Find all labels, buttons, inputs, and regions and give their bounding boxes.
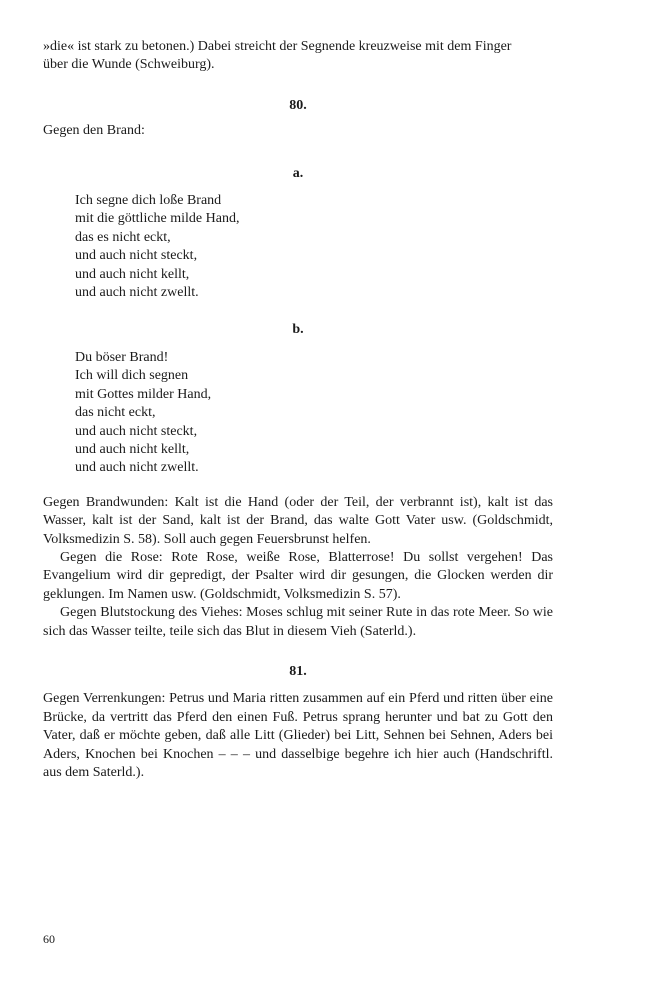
- verse-line: und auch nicht zwellt.: [75, 460, 199, 476]
- intro-line: über die Wunde (Schweiburg).: [43, 57, 215, 73]
- paragraph-verrenkungen: Gegen Verrenkungen: Petrus und Maria ritten zusammen auf ein Pferd und ritten über eine Brücke, da vertritt das Pferd den einen Fuß. Petrus sprang herunter und bat zu Gott den Vater, daß er möchte geben, daß alle Litt (Glieder) bei Litt, Sehnen bei Sehnen, Aders bei Aders, Knochen bei Knochen – – – und dasselbige begehre ich hier auch (Handschriftl. aus dem Saterld.).: [43, 691, 553, 780]
- verse-line: das nicht eckt,: [75, 405, 156, 421]
- verse-b: [43, 349, 553, 478]
- verse-line: das es nicht eckt,: [75, 229, 171, 245]
- verse-line: und auch nicht kellt,: [75, 266, 190, 282]
- intro-line: »die« ist stark zu betonen.) Dabei streicht der Segnende kreuzweise mit dem Finger: [43, 39, 512, 54]
- verse-line: und auch nicht zwellt.: [75, 285, 199, 301]
- subsection-label: a.: [292, 165, 304, 181]
- verse-line: und auch nicht kellt,: [75, 441, 190, 457]
- section-number: 81.: [289, 663, 307, 679]
- section-heading: Gegen den Brand:: [43, 123, 145, 139]
- verse-line: Ich segne dich loße Brand: [75, 193, 222, 209]
- subsection-label: b.: [292, 322, 304, 338]
- paragraph-blutstockung: Gegen Blutstockung des Viehes: Moses schlug mit seiner Rute in das rote Meer. So wie sich das Wasser teilte, teile sich das Blut in diesem Vieh (Saterld.).: [43, 605, 553, 639]
- verse-line: Ich will dich segnen: [75, 368, 189, 384]
- verse-line: Du böser Brand!: [75, 349, 169, 365]
- verse-line: und auch nicht steckt,: [75, 248, 198, 264]
- verse-line: mit die göttliche milde Hand,: [75, 211, 240, 227]
- paragraph-rose: Gegen die Rose: Rote Rose, weiße Rose, Blatterrose! Du sollst vergehen! Das Evangelium wird dir gepredigt, der Psalter wird dir gesungen, die Glocken werden dir geklungen. Im Namen usw. (Goldschmidt, Volksmedizin S. 57).: [43, 549, 553, 602]
- page-body: [43, 38, 553, 782]
- verse-line: und auch nicht steckt,: [75, 423, 198, 439]
- section-number: 80.: [289, 97, 307, 113]
- verse-a: [43, 192, 553, 302]
- verse-line: mit Gottes milder Hand,: [75, 386, 212, 402]
- intro-paragraph: [43, 38, 553, 75]
- paragraph-brandwunden: Gegen Brandwunden: Kalt ist die Hand (oder der Teil, der verbrannt ist), kalt ist das Wasser, kalt ist der Sand, kalt ist der Brand, das walte Gott Vater usw. (Goldschmidt, Volksmedizin S. 58). Soll auch gegen Feuersbrunst helfen.: [43, 494, 553, 547]
- page-number: 60: [43, 932, 55, 946]
